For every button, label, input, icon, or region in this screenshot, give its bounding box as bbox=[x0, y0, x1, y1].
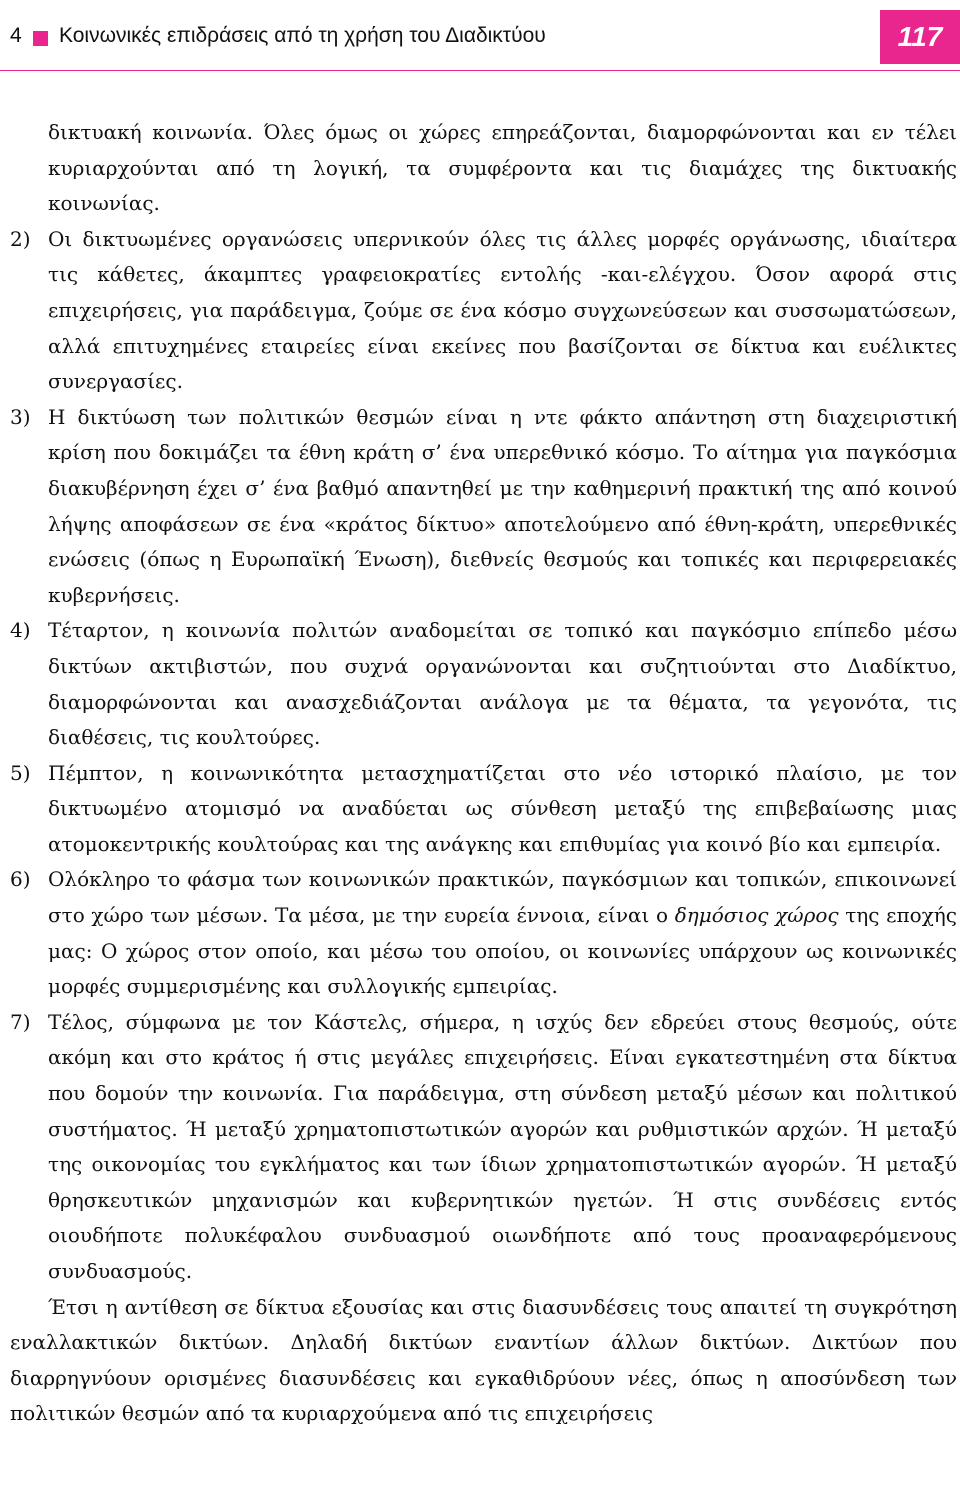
list-item-6 bbox=[10, 862, 957, 1004]
list-item-text: Τέταρτον, η κοινωνία πολιτών αναδομείται σε τοπικό και παγκόσμιο επίπεδο μέσω δικτύων ακτιβιστών, που συχνά οργανώνονται και συζητιούνται στο Διαδίκτυο, διαμορφώνονται και ανασχεδιάζονται ανάλογα με τα θέματα, τα γεγονότα, τις διαθέσεις, τις κουλτούρες. bbox=[48, 618, 957, 750]
list-item-text bbox=[48, 862, 957, 1004]
list-item-3 bbox=[10, 400, 957, 614]
list-item-5 bbox=[10, 756, 957, 863]
list-item-text: Πέμπτον, η κοινωνικότητα μετασχηματίζεται στο νέο ιστορικό πλαίσιο, με τον δικτυωμένο ατομισμό να αναδύεται ως σύνθεση μεταξύ της επιβεβαίωσης μιας ατομοκεντρικής κουλτούρας και της ανάγκης και επιθυμίας για κοινό βίο και εμπειρία. bbox=[48, 760, 957, 856]
list-item-text: Οι δικτυωμένες οργανώσεις υπερνικούν όλες τις άλλες μορφές οργάνωσης, ιδιαίτερα τις κάθετες, άκαμπτες γραφειοκρατίες εντολής -και-ελέγχου. Όσον αφορά στις επιχειρήσεις, για παράδειγμα, ζούμε σε ένα κόσμο συγχωνεύσεων και συσσωματώσεων, αλλά επιτυχημένες εταιρείες είναι εκείνες που βασίζονται σε δίκτυα και ευέλικτες συνεργασίες. bbox=[48, 226, 957, 394]
emphasized-term: δημόσιος χώρος bbox=[674, 903, 839, 928]
chapter-number: 4 bbox=[10, 24, 22, 47]
body-text bbox=[10, 115, 957, 1432]
page-number: 117 bbox=[880, 10, 960, 64]
chapter-marker-square bbox=[33, 31, 48, 46]
list-number: 6) bbox=[10, 867, 31, 892]
list-item-2 bbox=[10, 222, 957, 400]
page-header bbox=[0, 10, 960, 64]
list-number: 5) bbox=[10, 760, 31, 785]
list-item-4 bbox=[10, 613, 957, 755]
header-rule bbox=[0, 70, 960, 71]
list-number: 7) bbox=[10, 1009, 31, 1034]
chapter-title: Κοινωνικές επιδράσεις από τη χρήση του Διαδικτύου bbox=[59, 24, 546, 47]
list-number: 3) bbox=[10, 404, 31, 429]
list-number: 2) bbox=[10, 226, 31, 251]
list-item-text: Η δικτύωση των πολιτικών θεσμών είναι η ντε φάκτο απάντηση στη διαχειριστική κρίση που δοκιμάζει τα έθνη κράτη σ’ ένα υπερεθνικό κόσμο. Το αίτημα για παγκόσμια διακυβέρνηση έχει σ’ ένα βαθμό απαντηθεί με την καθημερινή πρακτική της από κοινού λήψης αποφάσεων σε ένα «κράτος δίκτυο» αποτελούμενο από έθνη-κράτη, υπερεθνικές ενώσεις (όπως η Ευρωπαϊκή Ένωση), διεθνείς θεσμούς και τοπικές και περιφερειακές κυβερνήσεις. bbox=[48, 404, 957, 607]
list-item-text-part: της εποχής μας: Ο χώρος στον οποίο, και μέσω του οποίου, οι κοινωνίες υπάρχουν ως κοινωνικές μορφές συμμερισμένης και συλλογικής εμπειρίας. bbox=[48, 903, 957, 999]
list-number: 4) bbox=[10, 618, 31, 643]
closing-paragraph: Έτσι η αντίθεση σε δίκτυα εξουσίας και στις διασυνδέσεις τους απαιτεί τη συγκρότηση εναλλακτικών δικτύων. Δηλαδή δικτύων εναντίων άλλων δικτύων. Δικτύων που διαρρηγνύουν ορισμένες διασυνδέσεις και εγκαθιδρύουν νέες, όπως η αποσύνδεση των πολιτικών θεσμών από τα κυριαρχούμενα από τις επιχειρήσεις bbox=[10, 1294, 957, 1426]
list-item-text-part: Ολόκληρο το φάσμα των κοινωνικών πρακτικών, παγκόσμιων και τοπικών, επικοινωνεί στο χώρο των μέσων. Τα μέσα, με την ευρεία έννοια, είναι ο bbox=[48, 867, 957, 928]
list-item-text: Τέλος, σύμφωνα με τον Κάστελς, σήμερα, η ισχύς δεν εδρεύει στους θεσμούς, ούτε ακόμη και στο κράτος ή στις μεγάλες επιχειρήσεις. Είναι εγκατεστημένη στα δίκτυα που δομούν την κοινωνία. Για παράδειγμα, στη σύνδεση μεταξύ μέσων και πολιτικού συστήματος. Ή μεταξύ χρηματοπιστωτικών αγορών και ρυθμιστικών αρχών. Ή μεταξύ της οικονομίας του εγκλήματος και των ίδιων χρηματοπιστωτικών αγορών. Ή μεταξύ θρησκευτικών μηχανισμών και κυβερνητικών ηγετών. Ή στις συνδέσεις εντός οιουδήποτε πολυκέφαλου συνδυασμού οιωνδήποτε από τους προαναφερόμενους συνδυασμούς. bbox=[48, 1009, 957, 1283]
list-item-7 bbox=[10, 1005, 957, 1290]
intro-paragraph: δικτυακή κοινωνία. Όλες όμως οι χώρες επηρεάζονται, διαμορφώνονται και εν τέλει κυριαρχούνται από τη λογική, τα συμφέροντα και τις διαμάχες της δικτυακής κοινωνίας. bbox=[48, 120, 957, 216]
